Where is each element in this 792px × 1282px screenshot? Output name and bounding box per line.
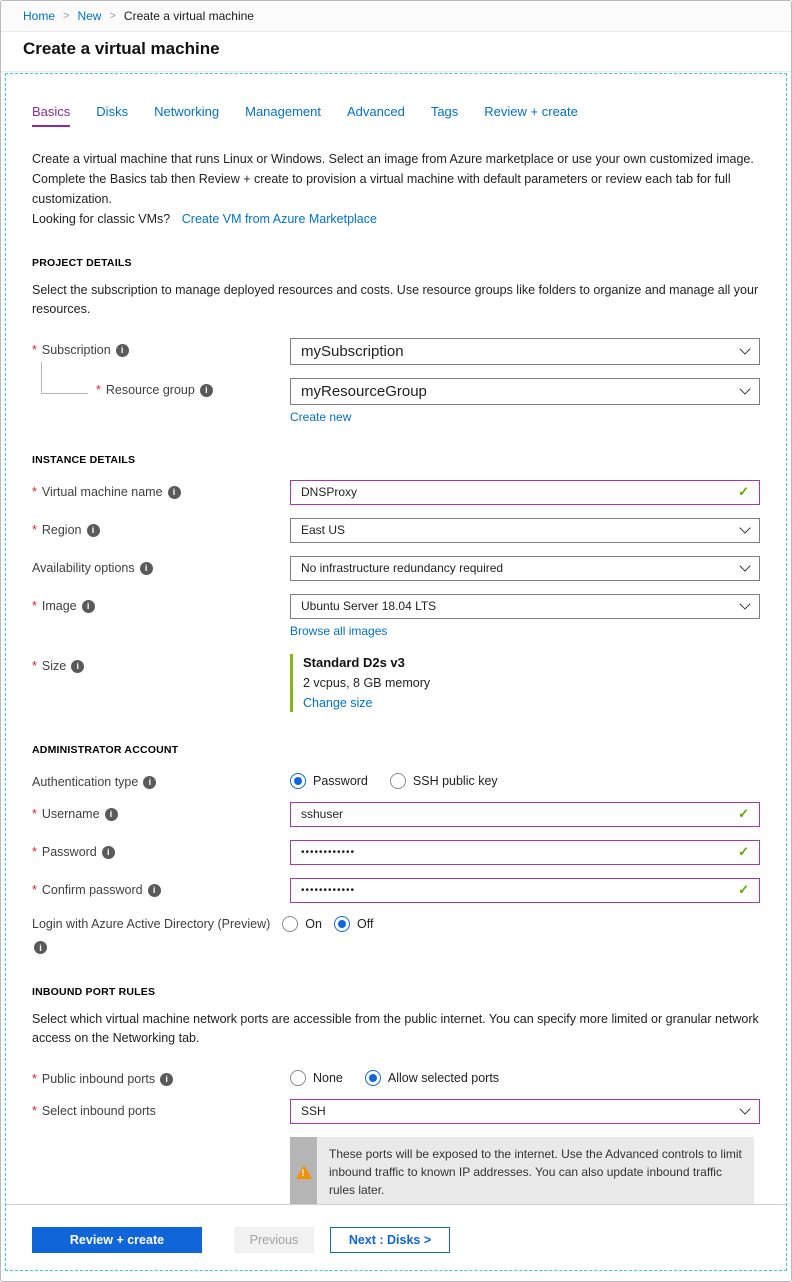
subscription-row	[32, 338, 760, 365]
auth-password-option[interactable]: Password	[290, 773, 368, 789]
valid-check-icon: ✓	[738, 484, 749, 500]
required-asterisk: *	[96, 382, 101, 397]
auth-ssh-option[interactable]: SSH public key	[390, 773, 498, 789]
aad-login-row	[32, 916, 760, 956]
chevron-down-icon	[739, 1103, 750, 1114]
required-asterisk: *	[32, 522, 37, 537]
radio-unselected-icon	[282, 916, 298, 932]
valid-check-icon: ✓	[738, 806, 749, 822]
size-label: * Size i	[32, 654, 290, 712]
tab-tags[interactable]: Tags	[430, 104, 459, 119]
region-row	[32, 518, 760, 543]
breadcrumb-separator-icon: >	[109, 10, 116, 22]
classic-vms-question: Looking for classic VMs?	[32, 212, 171, 226]
size-name: Standard D2s v3	[303, 654, 405, 670]
username-label: * Username i	[32, 802, 290, 827]
instance-details-header: INSTANCE DETAILS	[32, 453, 136, 466]
password-input[interactable]: •••••••••••• ✓	[290, 840, 760, 865]
inbound-port-rules-description: Select which virtual machine network ports are accessible from the public internet. You can specify more limited or granular network access on the Networking tab.	[32, 1011, 759, 1046]
required-asterisk: *	[32, 1071, 37, 1086]
vm-name-row	[32, 480, 760, 505]
username-row	[32, 802, 760, 827]
image-row	[32, 594, 760, 640]
aad-off-option[interactable]: Off	[334, 916, 373, 932]
availability-options-label: Availability options i	[32, 556, 290, 581]
ports-warning-banner	[290, 1137, 754, 1205]
title-bar	[1, 32, 791, 72]
region-dropdown[interactable]: East US	[290, 518, 760, 543]
radio-unselected-icon	[390, 773, 406, 789]
review-create-button[interactable]: Review + create	[32, 1227, 202, 1253]
authentication-type-options	[290, 770, 760, 789]
breadcrumb-current: Create a virtual machine	[123, 9, 254, 23]
chevron-down-icon	[739, 561, 750, 572]
public-inbound-ports-row	[32, 1067, 760, 1086]
warning-strip	[290, 1137, 317, 1205]
required-asterisk: *	[32, 484, 37, 499]
required-asterisk: *	[32, 844, 37, 859]
info-icon[interactable]: i	[200, 384, 213, 397]
tab-management[interactable]: Management	[245, 104, 321, 119]
select-inbound-ports-row	[32, 1099, 760, 1124]
administrator-account-header: ADMINISTRATOR ACCOUNT	[32, 743, 179, 756]
intro-line-2: Complete the Basics tab then Review + create to provision a virtual machine with default parameters or review each tab for full customization.	[32, 172, 731, 206]
intro-text	[32, 149, 774, 229]
basics-panel	[5, 73, 787, 1271]
radio-unselected-icon	[290, 1070, 306, 1086]
chevron-down-icon	[739, 344, 750, 355]
info-icon[interactable]: i	[116, 344, 129, 357]
tab-review-create[interactable]: Review + create	[484, 104, 578, 119]
browse-all-images-link[interactable]: Browse all images	[290, 623, 388, 638]
info-icon[interactable]: i	[71, 660, 84, 673]
tab-advanced[interactable]: Advanced	[347, 104, 405, 119]
project-details-description: Select the subscription to manage deployed resources and costs. Use resource groups like folders to organize and manage all your resources.	[32, 283, 759, 317]
resource-group-dropdown[interactable]: myResourceGroup	[290, 378, 760, 405]
warning-icon: !	[296, 1165, 312, 1179]
intro-line-1: Create a virtual machine that runs Linux or Windows. Select an image from Azure marketplace or use your own customized image.	[32, 152, 754, 166]
page-title: Create a virtual machine	[23, 39, 220, 58]
info-icon[interactable]: i	[82, 600, 95, 613]
info-icon[interactable]: i	[140, 562, 153, 575]
wizard-footer	[6, 1204, 786, 1270]
required-asterisk: *	[32, 1103, 37, 1118]
public-inbound-ports-options	[290, 1067, 760, 1086]
aad-on-option[interactable]: On	[282, 916, 322, 932]
public-inbound-ports-label: * Public inbound ports i	[32, 1067, 290, 1086]
radio-selected-icon	[365, 1070, 381, 1086]
tree-connector	[41, 362, 88, 394]
info-icon[interactable]: i	[34, 941, 47, 954]
subscription-dropdown[interactable]: mySubscription	[290, 338, 760, 365]
vm-name-input[interactable]: DNSProxy ✓	[290, 480, 760, 505]
select-inbound-ports-label: * Select inbound ports	[32, 1103, 156, 1118]
breadcrumb-separator-icon: >	[63, 10, 70, 22]
required-asterisk: *	[32, 658, 37, 673]
breadcrumb	[1, 1, 791, 32]
info-icon[interactable]: i	[102, 846, 115, 859]
image-label: * Image i	[32, 594, 290, 640]
authentication-type-row	[32, 770, 760, 789]
availability-options-dropdown[interactable]: No infrastructure redundancy required	[290, 556, 760, 581]
confirm-password-row	[32, 878, 760, 903]
next-disks-button[interactable]: Next : Disks >	[330, 1227, 450, 1253]
availability-options-row	[32, 556, 760, 581]
intro-line-3	[32, 209, 774, 229]
info-icon[interactable]: i	[87, 524, 100, 537]
wizard-tabs	[32, 104, 760, 127]
info-icon[interactable]: i	[105, 808, 118, 821]
password-row	[32, 840, 760, 865]
radio-selected-icon	[290, 773, 306, 789]
subscription-label: * Subscription i	[32, 338, 290, 365]
size-row	[32, 654, 760, 712]
breadcrumb-new[interactable]: New	[77, 9, 102, 23]
change-size-link[interactable]: Change size	[303, 695, 373, 710]
chevron-down-icon	[739, 523, 750, 534]
tab-disks[interactable]: Disks	[96, 104, 129, 119]
confirm-password-label: * Confirm password i	[32, 878, 290, 903]
tab-networking[interactable]: Networking	[154, 104, 220, 119]
username-input[interactable]: sshuser ✓	[290, 802, 760, 827]
password-label: * Password i	[32, 840, 290, 865]
image-dropdown[interactable]: Ubuntu Server 18.04 LTS	[290, 594, 760, 619]
vm-name-label: * Virtual machine name i	[32, 480, 290, 505]
required-asterisk: *	[32, 806, 37, 821]
aad-login-label: Login with Azure Active Directory (Preview)	[32, 916, 271, 931]
info-icon[interactable]: i	[143, 776, 156, 789]
panel-body	[6, 74, 786, 1204]
required-asterisk: *	[32, 882, 37, 897]
radio-selected-icon	[334, 916, 350, 932]
resource-group-label: * Resource group i	[32, 378, 290, 426]
authentication-type-label: Authentication type i	[32, 770, 290, 789]
resource-group-row	[32, 378, 760, 426]
tab-basics[interactable]: Basics	[32, 104, 70, 127]
chevron-down-icon	[739, 599, 750, 610]
info-icon[interactable]: i	[160, 1073, 173, 1086]
select-inbound-ports-dropdown[interactable]: SSH	[290, 1099, 760, 1124]
warning-text: These ports will be exposed to the internet. Use the Advanced controls to limit inbound traffic to known IP addresses. You can also update inbound traffic rules later.	[317, 1137, 754, 1205]
ports-allow-selected-option[interactable]: Allow selected ports	[365, 1070, 499, 1086]
confirm-password-input[interactable]: •••••••••••• ✓	[290, 878, 760, 903]
valid-check-icon: ✓	[738, 844, 749, 860]
required-asterisk: *	[32, 598, 37, 613]
info-icon[interactable]: i	[168, 486, 181, 499]
region-label: * Region i	[32, 518, 290, 543]
required-asterisk: *	[32, 342, 37, 357]
ports-none-option[interactable]: None	[290, 1070, 343, 1086]
size-summary	[290, 654, 760, 712]
info-icon[interactable]: i	[148, 884, 161, 897]
create-new-resource-group-link[interactable]: Create new	[290, 409, 352, 424]
project-details-header: PROJECT DETAILS	[32, 257, 132, 269]
valid-check-icon: ✓	[738, 882, 749, 898]
breadcrumb-home[interactable]: Home	[23, 9, 56, 23]
previous-button[interactable]: Previous	[234, 1227, 314, 1253]
size-specs: 2 vcpus, 8 GB memory	[303, 675, 431, 690]
create-vm-marketplace-link[interactable]: Create VM from Azure Marketplace	[181, 212, 377, 226]
chevron-down-icon	[739, 384, 750, 395]
inbound-port-rules-header: INBOUND PORT RULES	[32, 985, 156, 998]
